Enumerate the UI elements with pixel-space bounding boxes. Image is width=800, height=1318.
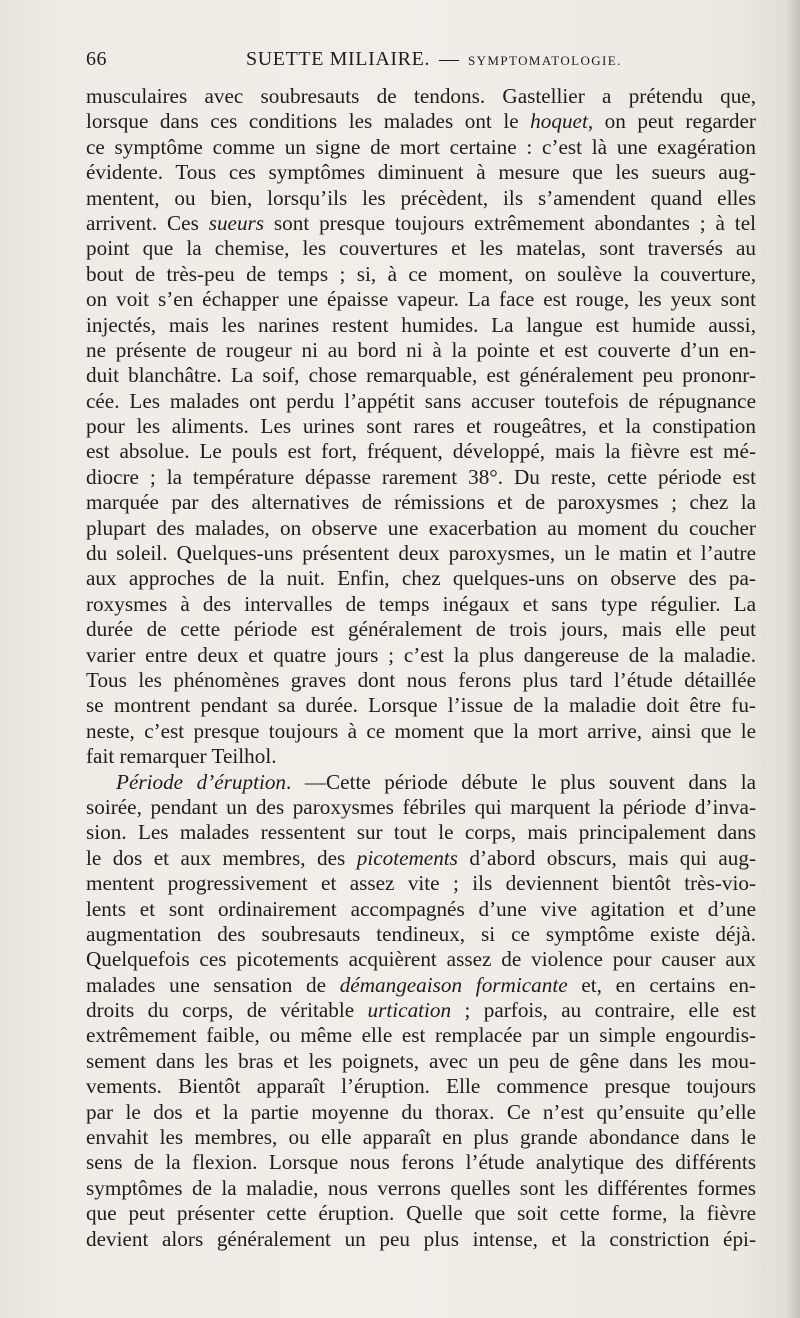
text-line xyxy=(86,947,756,972)
italic-text: Période d’éruption xyxy=(116,769,287,794)
text-line xyxy=(86,262,756,287)
text-line xyxy=(86,1227,756,1252)
text-line xyxy=(86,313,756,338)
text-line xyxy=(86,1201,756,1226)
text-run: envahit les membres, ou elle apparaît en plus grande abondance dans le xyxy=(86,1125,756,1150)
text-line xyxy=(86,1125,756,1150)
text-run: fait remarquer Teilhol. xyxy=(86,744,277,769)
text-run: lents et sont ordinairement accompagnés d’une vive agitation et d’une xyxy=(86,896,756,921)
text-line xyxy=(86,1150,756,1175)
text-run: point que la chemise, les couvertures et les matelas, sont traversés au xyxy=(86,236,756,261)
text-line xyxy=(86,1049,756,1074)
text-run: augmentation des soubresauts tendineux, si ce symptôme existe déjà. xyxy=(86,921,756,946)
text-run: ce symptôme comme un signe de mort certaine : c’est là une exagération xyxy=(86,134,756,159)
text-run: évidente. Tous ces symptômes diminuent à mesure que les sueurs aug- xyxy=(86,160,756,185)
text-run: malades une sensation de xyxy=(86,972,340,997)
text-line xyxy=(86,109,756,134)
text-run: ; parfois, au contraire, elle est xyxy=(451,998,756,1023)
text-run: mentent, ou bien, lorsqu’ils les précèdent, ils s’amendent quand elles xyxy=(86,185,756,210)
text-line xyxy=(86,516,756,541)
text-run: sens de la flexion. Lorsque nous ferons l’étude analytique des différents xyxy=(86,1150,756,1175)
text-line xyxy=(86,1074,756,1099)
text-run: est absolue. Le pouls est fort, fréquent, développé, mais la fièvre est mé- xyxy=(86,439,756,464)
text-run: sont presque toujours extrêmement abondantes ; à tel xyxy=(264,210,756,235)
text-line xyxy=(86,287,756,312)
text-run: musculaires avec soubresauts de tendons. Gastellier a prétendu que, xyxy=(86,84,756,108)
text-line xyxy=(86,973,756,998)
text-run: marquée par des alternatives de rémissions et de paroxysmes ; chez la xyxy=(86,490,756,515)
text-run: neste, c’est presque toujours à ce moment que la mort arrive, ainsi que le xyxy=(86,718,756,743)
text-run: Quelquefois ces picotements acquièrent assez de violence pour causer aux xyxy=(86,947,756,972)
text-run: soirée, pendant un des paroxysmes fébriles qui marquent la période d’inva- xyxy=(86,794,756,819)
text-run: , on peut regarder xyxy=(587,109,756,134)
text-line xyxy=(86,592,756,617)
text-line xyxy=(86,1176,756,1201)
text-line xyxy=(86,186,756,211)
text-run: varier entre deux et quatre jours ; c’est la plus dangereuse de la maladie. xyxy=(86,642,756,667)
text-line xyxy=(86,160,756,185)
text-run: cée. Les malades ont perdu l’appétit sans accuser toutefois de répugnance xyxy=(86,388,756,413)
text-run: plupart des malades, on observe une exacerbation au moment du coucher xyxy=(86,515,756,540)
text-run: arrivent. Ces xyxy=(86,210,209,235)
text-line xyxy=(86,439,756,464)
text-run: . —Cette période débute le plus souvent dans la xyxy=(286,769,756,794)
italic-text: démangeaison formicante xyxy=(339,972,568,997)
text-run: sion. Les malades ressentent sur tout le corps, mais principalement dans xyxy=(86,820,756,845)
text-run: sement dans les bras et les poignets, avec un peu de gêne dans les mou- xyxy=(86,1048,756,1073)
text-line xyxy=(86,1023,756,1048)
text-run: injectés, mais les narines restent humides. La langue est humide aussi, xyxy=(86,312,756,337)
text-run: d’abord obscurs, mais qui aug- xyxy=(457,845,756,870)
running-section-name: SYMPTOMATOLOGIE. xyxy=(468,53,622,68)
italic-text: picotements xyxy=(356,845,458,870)
text-line xyxy=(86,389,756,414)
text-run: Tous les phénomènes graves dont nous ferons plus tard l’étude détaillée xyxy=(86,667,756,692)
text-run: du soleil. Quelques-uns présentent deux paroxysmes, un le matin et l’autre xyxy=(86,541,756,566)
text-run: symptômes de la maladie, nous verrons quelles sont les différentes formes xyxy=(86,1175,756,1200)
text-line xyxy=(86,338,756,363)
text-run: et, en certains en- xyxy=(567,972,756,997)
text-line xyxy=(86,871,756,896)
text-run: mentent progressivement et assez vite ; ils deviennent bientôt très-vio- xyxy=(86,871,756,896)
text-run: duit blanchâtre. La soif, chose remarquable, est généralement peu prononr- xyxy=(86,363,756,388)
text-run: que peut présenter cette éruption. Quelle que soit cette forme, la fièvre xyxy=(86,1201,756,1226)
text-run: aux approches de la nuit. Enfin, chez quelques-uns on observe des pa- xyxy=(86,566,756,591)
text-line xyxy=(86,1100,756,1125)
text-run: pour les aliments. Les urines sont rares et rougeâtres, et la constipation xyxy=(86,414,756,439)
text-line xyxy=(86,211,756,236)
text-line xyxy=(86,998,756,1023)
text-line xyxy=(86,668,756,693)
text-line xyxy=(86,135,756,160)
text-run: roxysmes à des intervalles de temps inégaux et sans type régulier. La xyxy=(86,591,756,616)
text-run: vements. Bientôt apparaît l’éruption. Elle commence presque toujours xyxy=(86,1074,756,1099)
text-run: droits du corps, de véritable xyxy=(86,998,368,1023)
text-run: on voit s’en échapper une épaisse vapeur. La face est rouge, les yeux sont xyxy=(86,287,756,312)
text-line xyxy=(86,897,756,922)
text-run: bout de très-peu de temps ; si, à ce moment, on soulève la couverture, xyxy=(86,261,756,286)
text-run: devient alors généralement un peu plus intense, et la constriction épi- xyxy=(86,1226,756,1251)
text-line xyxy=(86,363,756,388)
italic-text: hoquet xyxy=(530,109,588,134)
text-line xyxy=(86,846,756,871)
text-line xyxy=(86,719,756,744)
text-line xyxy=(86,414,756,439)
text-line xyxy=(86,566,756,591)
text-line xyxy=(86,236,756,261)
page-edge-shadow xyxy=(786,0,800,1318)
running-title-separator: — xyxy=(439,48,460,70)
text-line xyxy=(86,795,756,820)
text-line xyxy=(86,541,756,566)
text-run: diocre ; la température dépasse rarement 38°. Du reste, cette période est xyxy=(86,464,756,489)
text-line xyxy=(86,465,756,490)
text-run: durée de cette période est généralement de trois jours, mais elle peut xyxy=(86,617,756,642)
text-line xyxy=(86,84,756,109)
text-line xyxy=(86,643,756,668)
text-line xyxy=(86,744,756,769)
text-line xyxy=(86,820,756,845)
text-run: se montrent pendant sa durée. Lorsque l’issue de la maladie doit être fu- xyxy=(86,693,756,718)
text-run: lorsque dans ces conditions les malades ont le xyxy=(86,109,531,134)
italic-text: sueurs xyxy=(208,210,265,235)
text-run: ne présente de rougeur ni au bord ni à la pointe et est couverte d’un en- xyxy=(86,337,756,362)
running-title-text: SUETTE MILIAIRE. xyxy=(246,48,431,70)
text-run: le dos et aux membres, des xyxy=(86,845,357,870)
text-line xyxy=(86,922,756,947)
text-line xyxy=(86,693,756,718)
running-title xyxy=(246,48,622,71)
body-text xyxy=(86,84,756,1252)
text-run: extrêmement faible, ou même elle est remplacée par un simple engourdis- xyxy=(86,1023,756,1048)
text-run: par le dos et la partie moyenne du thorax. Ce n’est qu’ensuite qu’elle xyxy=(86,1099,756,1124)
running-header xyxy=(86,48,756,74)
italic-text: urtication xyxy=(367,998,452,1023)
text-line xyxy=(86,770,756,795)
text-line xyxy=(86,490,756,515)
page-number: 66 xyxy=(86,48,107,70)
text-line xyxy=(86,617,756,642)
